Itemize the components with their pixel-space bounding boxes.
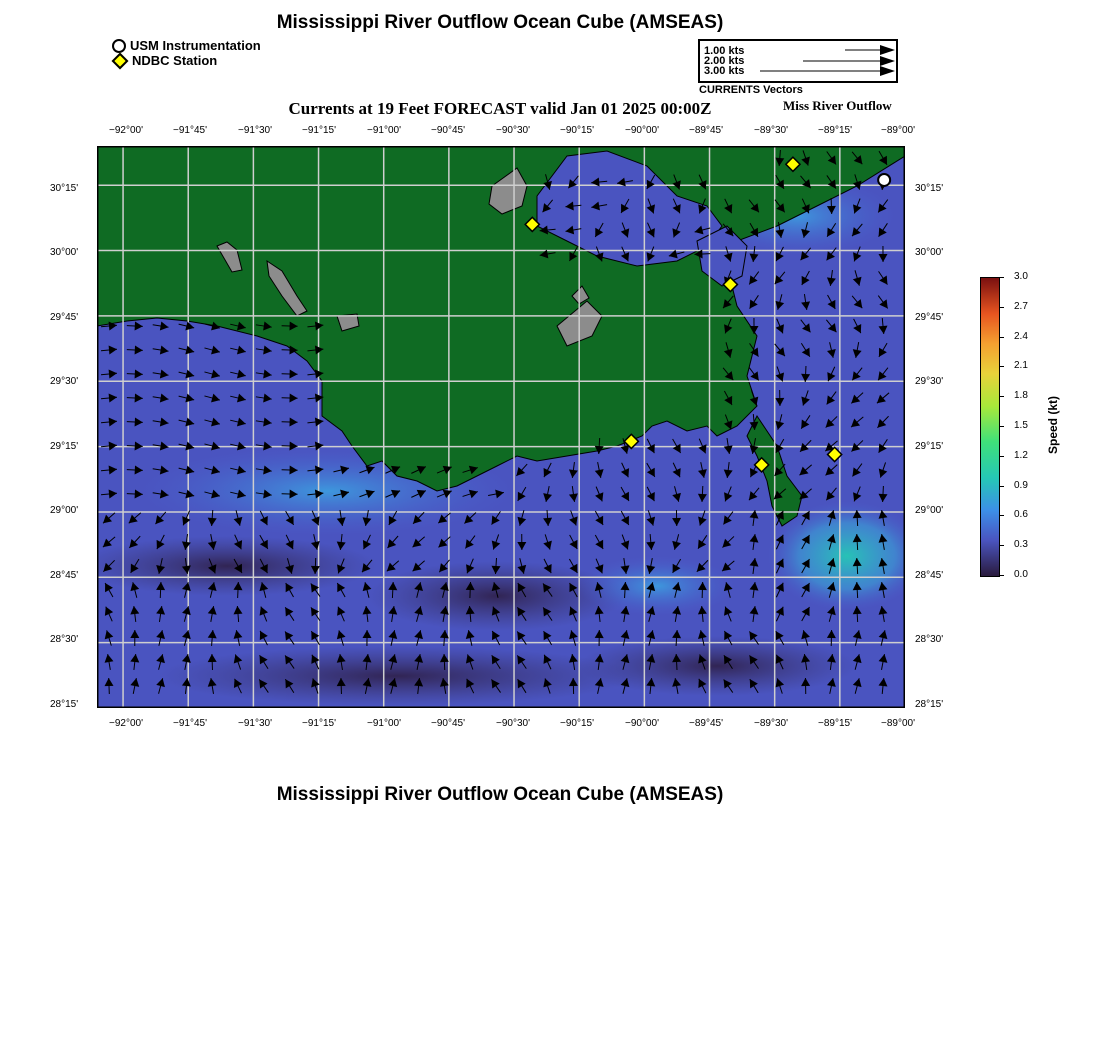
legend-ndbc-label: NDBC Station [132, 53, 218, 68]
colorbar-tick-label: 1.8 [1014, 390, 1028, 402]
colorbar-tick-label: 0.6 [1014, 509, 1028, 521]
colorbar-tick [999, 545, 1004, 546]
colorbar-tick-label: 0.0 [1014, 569, 1028, 580]
vector-key-arrows [700, 41, 896, 81]
x-tick-label: −91°45' [173, 125, 207, 136]
x-tick-label: −90°15' [560, 125, 594, 136]
y-tick-label: 30°15' [915, 183, 944, 194]
ndbc-marker-icon [112, 52, 129, 69]
x-tick-label: −91°15' [302, 125, 336, 136]
x-tick-label: −92°00' [109, 125, 143, 136]
colorbar-tick [999, 366, 1004, 367]
x-tick-label: −90°30' [496, 125, 530, 136]
y-tick-label: 28°45' [915, 570, 944, 581]
currents-map [97, 146, 905, 708]
colorbar-tick [999, 575, 1004, 576]
colorbar-tick-label: 0.3 [1014, 539, 1028, 551]
y-axis-right [915, 0, 960, 1050]
legend-usm-label: USM Instrumentation [130, 38, 261, 53]
vector-key-caption: CURRENTS Vectors [699, 84, 803, 96]
x-axis-top [0, 125, 1000, 139]
usm-station-marker[interactable] [878, 174, 890, 186]
colorbar-tick-label: 3.0 [1014, 271, 1028, 282]
colorbar-tick-label: 2.7 [1014, 300, 1028, 312]
x-tick-label: −89°45' [689, 125, 723, 136]
y-tick-label: 29°45' [50, 312, 79, 323]
usm-marker-icon [112, 39, 126, 53]
y-tick-label: 28°30' [915, 634, 944, 645]
y-tick-label: 28°45' [50, 570, 79, 581]
legend-ndbc [112, 53, 217, 68]
x-tick-label: −90°15' [560, 718, 594, 729]
colorbar-tick [999, 486, 1004, 487]
x-tick-label: −89°45' [689, 718, 723, 729]
y-tick-label: 28°15' [915, 699, 944, 710]
y-tick-label: 29°00' [50, 505, 79, 516]
y-tick-label: 29°15' [50, 441, 79, 452]
x-tick-label: −89°30' [754, 125, 788, 136]
y-tick-label: 28°15' [50, 699, 79, 710]
legend-usm [112, 38, 261, 53]
x-axis-bottom [0, 718, 1000, 732]
colorbar-tick [999, 515, 1004, 516]
colorbar-tick-label: 2.1 [1014, 360, 1028, 372]
vector-key-row-2: 2.00 kts [704, 55, 745, 67]
x-tick-label: −89°15' [818, 125, 852, 136]
x-tick-label: −91°00' [367, 718, 401, 729]
colorbar-tick [999, 396, 1004, 397]
y-tick-label: 29°30' [50, 376, 79, 387]
x-tick-label: −90°00' [625, 718, 659, 729]
y-tick-label: 29°45' [915, 312, 944, 323]
colorbar-gradient [980, 277, 1000, 577]
x-tick-label: −89°00' [881, 718, 915, 729]
x-tick-label: −90°45' [431, 718, 465, 729]
region-label: Miss River Outflow [783, 98, 892, 113]
colorbar-tick [999, 337, 1004, 338]
y-tick-label: 29°15' [915, 441, 944, 452]
x-tick-label: −92°00' [109, 718, 143, 729]
x-tick-label: −89°00' [881, 125, 915, 136]
colorbar-tick-label: 1.2 [1014, 449, 1028, 461]
y-tick-label: 28°30' [50, 634, 79, 645]
x-tick-label: −91°45' [173, 718, 207, 729]
bottom-title: Mississippi River Outflow Ocean Cube (AMSEAS) [276, 784, 724, 805]
y-axis-left [50, 0, 95, 1050]
x-tick-label: −89°15' [818, 718, 852, 729]
colorbar-tick [999, 426, 1004, 427]
x-tick-label: −91°15' [302, 718, 336, 729]
x-tick-label: −91°30' [238, 125, 272, 136]
x-tick-label: −91°00' [367, 125, 401, 136]
vector-key-row-1: 1.00 kts [704, 45, 745, 57]
main-title: Mississippi River Outflow Ocean Cube (AMSEAS) [276, 12, 724, 33]
colorbar-tick-label: 2.4 [1014, 330, 1028, 342]
x-tick-label: −90°45' [431, 125, 465, 136]
x-tick-label: −89°30' [754, 718, 788, 729]
vector-key-box [698, 39, 898, 83]
colorbar-tick-label: 1.5 [1014, 420, 1028, 431]
y-tick-label: 29°00' [915, 505, 944, 516]
colorbar-tick [999, 277, 1004, 278]
y-tick-label: 30°00' [50, 247, 79, 258]
vector-key-row-3: 3.00 kts [704, 65, 745, 77]
y-tick-label: 30°15' [50, 183, 79, 194]
colorbar-label: Speed (kt) [1046, 396, 1060, 455]
colorbar-tick [999, 307, 1004, 308]
y-tick-label: 30°00' [915, 247, 944, 258]
y-tick-label: 29°30' [915, 376, 944, 387]
colorbar-tick-label: 0.9 [1014, 479, 1028, 491]
x-tick-label: −90°30' [496, 718, 530, 729]
x-tick-label: −91°30' [238, 718, 272, 729]
subtitle: Currents at 19 Feet FORECAST valid Jan 01 2025 00:00Z [288, 99, 712, 118]
colorbar-tick [999, 456, 1004, 457]
x-tick-label: −90°00' [625, 125, 659, 136]
